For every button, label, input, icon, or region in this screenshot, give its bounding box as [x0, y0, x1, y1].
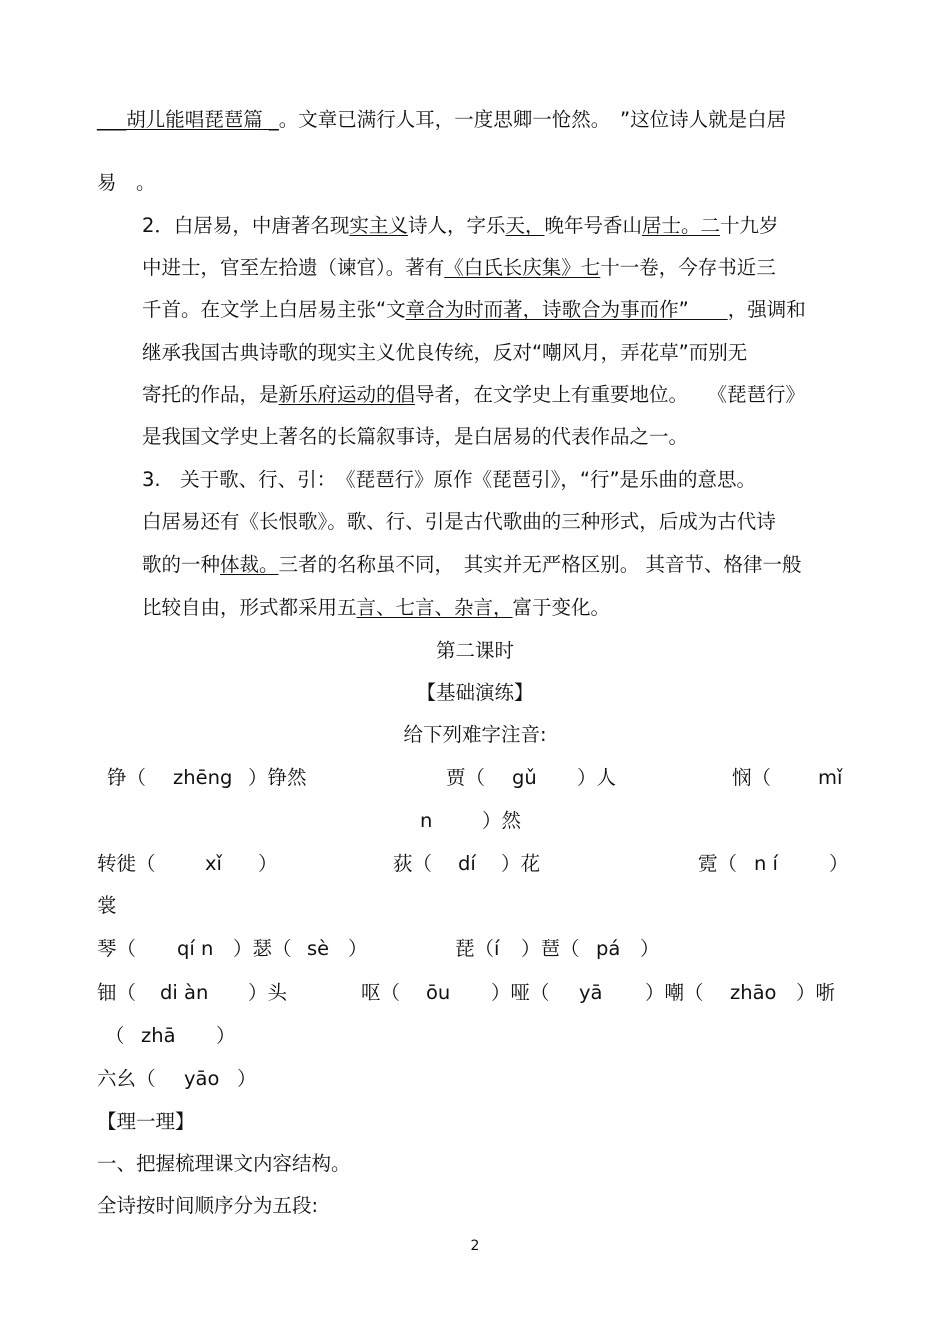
char-zhao: ）嘲（	[645, 981, 704, 1004]
pinyin-ni: n í	[754, 852, 778, 875]
pinyin-se: sè	[307, 937, 330, 960]
char-ni: 霓（	[698, 852, 738, 875]
char-min-ran: ）然	[482, 809, 522, 832]
char-zheng-ran: ）铮然	[248, 766, 307, 789]
char-di: 荻（	[393, 852, 433, 875]
underlined-text: 体裁。	[220, 553, 279, 576]
text: 千首。在文学上白居易主张“文	[142, 298, 406, 321]
pinyin-yao: yāo	[184, 1067, 220, 1090]
underline-blank: _	[262, 108, 279, 131]
char-min: 悯（	[732, 766, 772, 789]
paren-close: ）	[829, 852, 849, 875]
text: 导者，在文学史上有重要地位。 《琵琶行》	[415, 383, 806, 406]
char-dian-tou: ）头	[248, 981, 288, 1004]
pinyin-xi: xǐ	[205, 852, 222, 875]
page-number: 2	[470, 1238, 480, 1254]
intro-text: 。文章已满行人耳，一度思卿一怆然。 ”这位诗人就是白居	[278, 108, 787, 131]
char-shang: 裳	[97, 894, 117, 917]
question-1: 一、把握梳理课文内容结构。	[97, 1152, 351, 1175]
text: 寄托的作品，是	[142, 383, 279, 406]
section-basic-practice: 【基础演练】	[416, 681, 534, 704]
pinyin-zheng: zhēng	[173, 766, 233, 789]
instruction: 给下列难字注音:	[403, 723, 547, 746]
text: 十九岁	[720, 214, 779, 237]
pinyin-qin: qí n	[177, 937, 214, 960]
text: 晚年号香山	[544, 214, 642, 237]
char-pa: ）琶（	[521, 937, 580, 960]
char-se: ）瑟（	[233, 937, 292, 960]
underlined-text: 《白氏长庆集》七	[444, 256, 601, 279]
item3-line-1: 3. 关于歌、行、引： 《琵琶行》原作《琵琶引》，“行”是乐曲的意思。	[142, 468, 757, 491]
pinyin-zha: zhā	[141, 1024, 176, 1047]
item2-line-4: 继承我国古典诗歌的现实主义优良传统，反对“嘲风月，弄花草”而别无	[142, 341, 748, 364]
paren-close: ）	[216, 1024, 236, 1047]
char-ya: ）哑（	[491, 981, 550, 1004]
paren-close: ）	[348, 937, 368, 960]
text: 歌的一种	[142, 553, 221, 576]
text: 富于变化。	[512, 596, 611, 619]
underlined-text: 实主义	[349, 214, 408, 237]
text: 中进士，官至左拾遗（谏官）。著有	[142, 256, 445, 279]
item2-line-6: 是我国文学史上著名的长篇叙事诗，是白居易的代表作品之一。	[142, 425, 689, 448]
char-di-hua: ）花	[501, 852, 541, 875]
intro-line-2: 易 。	[97, 171, 156, 194]
item2-line-5	[142, 382, 805, 408]
text: ，强调和	[727, 298, 806, 321]
item2-line-1	[142, 213, 779, 239]
text: 比较自由，形式都采用五	[142, 596, 357, 619]
underlined-text: 言、七言、杂言，	[356, 596, 513, 619]
char-qin: 琴（	[97, 937, 137, 960]
pinyin-zhao: zhāo	[730, 981, 777, 1004]
pinyin-dian: di àn	[160, 981, 209, 1004]
item3-line-4	[142, 595, 610, 621]
char-jia: 贾（	[446, 766, 486, 789]
pinyin-min-part1: mǐ	[818, 766, 843, 789]
item3-line-3	[142, 552, 801, 578]
underlined-text: 天，	[505, 214, 545, 237]
paren-close: ）	[640, 937, 660, 960]
paren-open: （	[105, 1024, 125, 1047]
char-ou: 呕（	[361, 981, 401, 1004]
text: 诗人，字乐	[407, 214, 506, 237]
pinyin-min-part2: n	[420, 809, 433, 832]
pinyin-gu: gǔ	[512, 766, 537, 789]
paren-close: ）	[237, 1067, 257, 1090]
char-xi: 转徙（	[97, 852, 156, 875]
question-1-sub: 全诗按时间顺序分为五段:	[97, 1194, 319, 1217]
text: 三者的名称虽不同， 其实并无严格区别。 其音节、格律一般	[278, 553, 802, 576]
item2-line-3	[142, 297, 806, 323]
intro-line-1	[97, 107, 786, 133]
pinyin-pa: pá	[596, 937, 621, 960]
text: 十一卷，今存书近三	[600, 256, 776, 279]
lesson-title: 第二课时	[435, 639, 514, 662]
char-pi: 琵（í	[455, 937, 500, 960]
pinyin-ya: yā	[579, 981, 603, 1004]
item2-line-2	[142, 255, 776, 281]
underlined-quote: ___胡儿能唱琵琶篇	[97, 108, 263, 131]
text: 2．白居易，中唐著名现	[142, 214, 350, 237]
char-yao: 六幺（	[97, 1067, 156, 1090]
char-dian: 钿（	[97, 981, 137, 1004]
underlined-text: 新乐府运动的倡	[278, 383, 416, 406]
item3-line-2: 白居易还有《长恨歌》。歌、行、引是古代歌曲的三种形式，后成为古代诗	[142, 510, 776, 533]
pinyin-ou: ōu	[426, 981, 451, 1004]
section-sort: 【理一理】	[97, 1110, 195, 1133]
char-zha: ）哳	[796, 981, 836, 1004]
paren-close: ）	[258, 852, 278, 875]
pinyin-di: dí	[458, 852, 476, 875]
underlined-text: 章合为时而著，诗歌合为事而作”	[405, 298, 728, 321]
underlined-text: 居士。二	[641, 214, 720, 237]
char-jia-ren: ）人	[577, 766, 617, 789]
char-zheng: 铮（	[107, 766, 147, 789]
